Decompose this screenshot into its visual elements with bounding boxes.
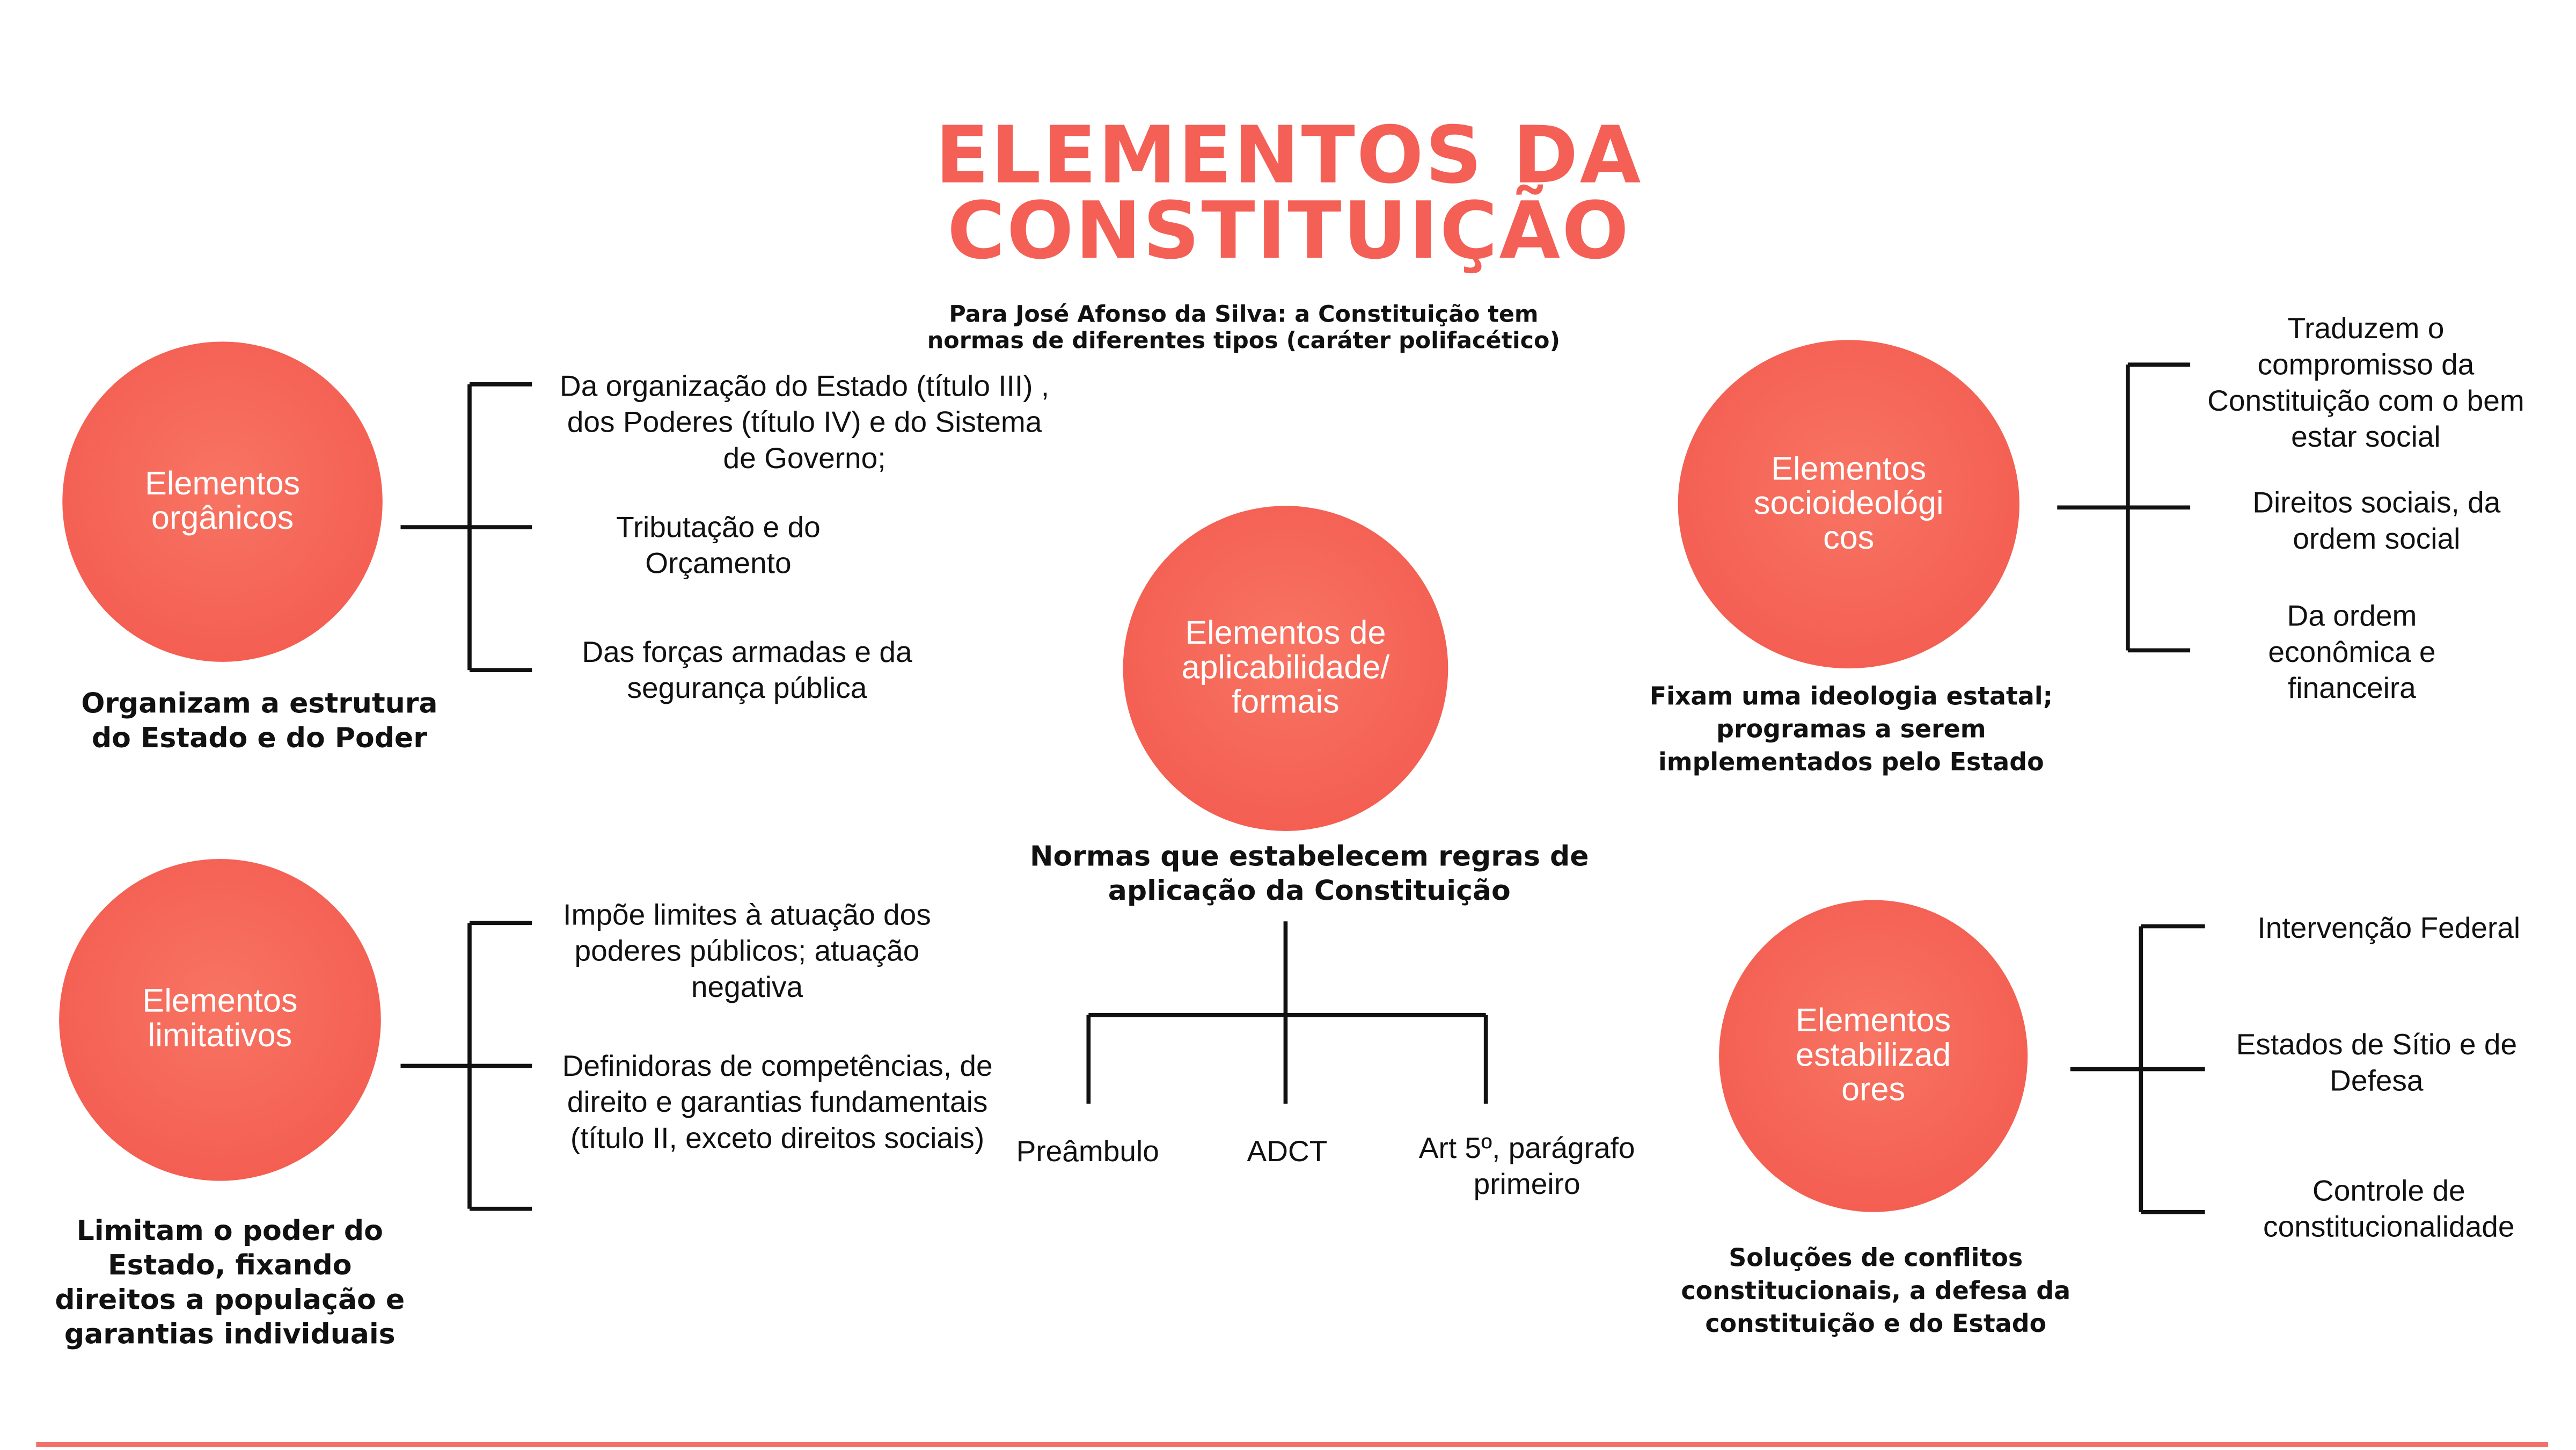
organicos-item-1: Da organização do Estado (título III) , dos Poderes (título IV) e do Sistema de Governo;: [559, 369, 1050, 475]
circle-label-line: Elementos: [1771, 450, 1927, 487]
title-line-1: ELEMENTOS DA: [935, 110, 1643, 202]
circle-elementos-aplicabilidade: [1123, 506, 1448, 831]
circle-label-line: ores: [1841, 1072, 1906, 1108]
aplicabilidade-item-art5: Art 5º, parágrafo primeiro: [1418, 1131, 1635, 1201]
circle-label-line: aplicabilidade/: [1181, 649, 1390, 686]
circle-elementos-socioideologicos: [1678, 340, 2019, 668]
circle-label-line: cos: [1823, 520, 1875, 556]
circle-elementos-limitativos: [59, 859, 381, 1181]
aplicabilidade-item-preambulo: Preâmbulo: [1016, 1134, 1159, 1168]
limitativos-description: Limitam o poder do Estado, fixando direitos a população e garantias individuais: [55, 1215, 405, 1352]
estab-item-3: Controle de constitucionalidade: [2263, 1174, 2515, 1243]
circle-label-line: orgânicos: [151, 500, 294, 536]
circle-label-line: formais: [1232, 684, 1340, 720]
socio-item-3: Da ordem econômica e financeira: [2268, 599, 2436, 705]
socio-description: Fixam uma ideologia estatal; programas a serem implementados pelo Estado: [1649, 681, 2053, 777]
socio-item-1: Traduzem o compromisso da Constituição com o bem estar social: [2207, 312, 2524, 454]
circle-label-line: Elementos de: [1185, 615, 1386, 652]
circle-label-line: Elementos: [1796, 1002, 1951, 1039]
circle-elementos-estabilizadores: [1719, 900, 2028, 1212]
circle-label-line: socioideológi: [1753, 485, 1944, 522]
page-title: [722, 110, 1855, 278]
subtitle: Para José Afonso da Silva: a Constituição tem normas de diferentes tipos (caráter polifacético): [927, 302, 1561, 355]
organicos-item-3: Das forças armadas e da segurança pública: [582, 635, 912, 705]
limitativos-item-2: Definidoras de competências, de direito e garantias fundamentais (título II, exceto direitos sociais): [562, 1049, 993, 1155]
bottom-divider: [36, 1442, 2548, 1447]
estab-item-2: Estados de Sítio e de Defesa: [2236, 1028, 2518, 1097]
circle-label-line: Elementos: [144, 465, 301, 502]
circle-elementos-organicos: [62, 341, 383, 662]
aplicabilidade-item-adct: ADCT: [1247, 1134, 1328, 1168]
organicos-item-2: Tributação e do Orçamento: [616, 511, 821, 580]
limitativos-item-1: Impõe limites à atuação dos poderes públicos; atuação negativa: [563, 898, 931, 1004]
title-line-2: CONSTITUIÇÃO: [947, 185, 1631, 278]
organicos-description: Organizam a estrutura do Estado e do Poder: [81, 688, 438, 756]
aplicabilidade-description: Normas que estabelecem regras de aplicação da Constituição: [1029, 841, 1589, 908]
estab-item-1: Intervenção Federal: [2257, 911, 2521, 945]
circle-label-line: Elementos: [142, 983, 298, 1020]
circle-label-line: limitativos: [148, 1018, 292, 1055]
circle-label-line: estabilizad: [1796, 1037, 1951, 1074]
estab-description: Soluções de conflitos constitucionais, a defesa da constituição e do Estado: [1681, 1243, 2071, 1339]
socio-item-2: Direitos sociais, da ordem social: [2252, 486, 2501, 556]
